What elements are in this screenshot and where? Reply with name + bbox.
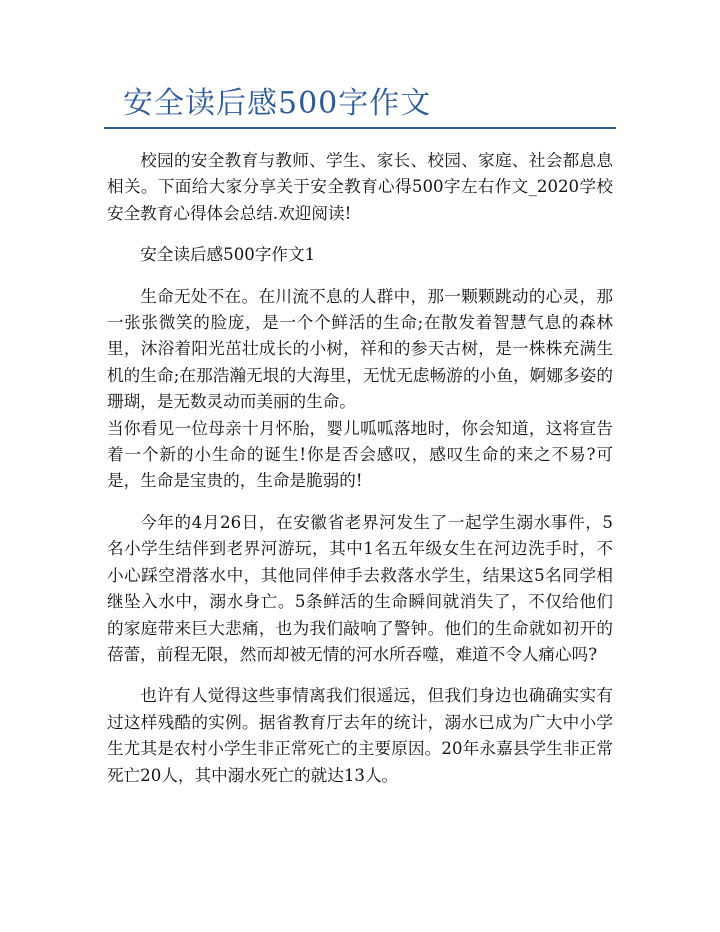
section-heading: 安全读后感500字作文1 <box>140 245 316 265</box>
title-underline <box>104 127 616 129</box>
paragraph-intro: 校园的安全教育与教师、学生、家长、校园、家庭、社会都息息相关。下面给大家分享关于安全教育心得500字左右作文_2020学校安全教育心得体会总结.欢迎阅读! <box>107 151 613 223</box>
paragraph-birth: 当你看见一位母亲十月怀胎，婴儿呱呱落地时，你会知道，这将宣告着一个新的小生命的诞生!你是否会感叹，感叹生命的来之不易?可是，生命是宝贵的，生命是脆弱的! <box>107 418 613 491</box>
paragraph-life: 生命无处不在。在川流不息的人群中，那一颗颗跳动的心灵，那一张张微笑的脸庞，是一个个鲜活的生命;在散发着智慧气息的森林里，沐浴着阳光茁壮成长的小树，祥和的参天古树，是一株株充满生机的生命;在那浩瀚无垠的大海里，无忧无虑畅游的小鱼，婀娜多姿的珊瑚，是无数灵动而美丽的生命。 <box>107 286 613 412</box>
paragraph-incident: 今年的4月26日，在安徽省老界河发生了一起学生溺水事件，5名小学生结伴到老界河游玩，其中1名五年级女生在河边洗手时，不小心踩空滑落水中，其他同伴伸手去救落水学生，结果这5名同学相继坠入水中，溺水身亡。5条鲜活的生命瞬间就消失了，不仅给他们的家庭带来巨大悲痛，也为我们敲响了警钟。他们的生命就如初开的蓓蕾，前程无限，然而却被无情的河水所吞噬，难道不令人痛心吗? <box>107 512 613 664</box>
document-title: 安全读后感500字作文 <box>123 86 432 121</box>
paragraph-statistics: 也许有人觉得这些事情离我们很遥远，但我们身边也确确实实有过这样残酷的实例。据省教育厅去年的统计，溺水已成为广大中小学生尤其是农村小学生非正常死亡的主要原因。20年永嘉县学生非正常死亡20人，其中溺水死亡的就达13人。 <box>107 686 613 785</box>
document-body <box>107 148 613 789</box>
